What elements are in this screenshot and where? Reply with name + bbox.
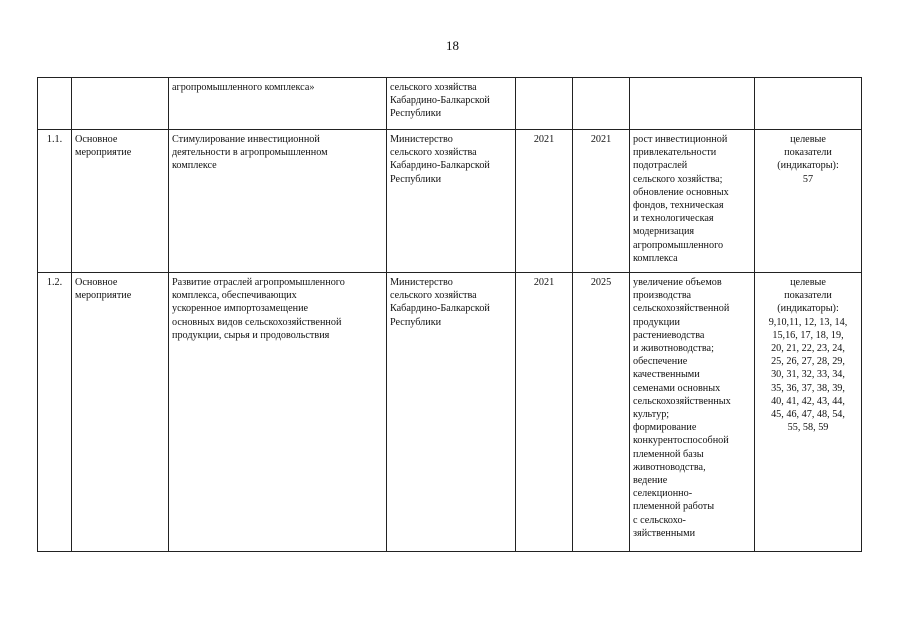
row-number-cell: 1.2.	[38, 273, 72, 552]
expected-result-cell: рост инвестиционной привлекательности подотраслей сельского хозяйства; обновление основных фондов, техническая и технологическая модернизация агропромышленного комплекса	[630, 130, 755, 273]
table-row	[38, 130, 862, 273]
program-table	[37, 77, 862, 552]
event-type-cell	[72, 78, 169, 130]
expected-result-cell: увеличение объемов производства сельскохозяйственной продукции растениеводства и животноводства; обеспечение качественными семенами основных сельскохозяйственных культур; формирование конкурентоспособной племенной базы животноводства, ведение селекционно- племенной работы с сельскохо- зяйственными	[630, 273, 755, 552]
executor-cell: Министерство сельского хозяйства Кабардино-Балкарской Республики	[387, 130, 516, 273]
end-year-cell: 2021	[573, 130, 630, 273]
indicators-cell: целевые показатели (индикаторы): 9,10,11, 12, 13, 14, 15,16, 17, 18, 19, 20, 21, 22, 23, 24, 25, 26, 27, 28, 29, 30, 31, 32, 33, 34, 35, 36, 37, 38, 39, 40, 41, 42, 43, 44, 45, 46, 47, 48, 54, 55, 58, 59	[755, 273, 862, 552]
executor-cell: Министерство сельского хозяйства Кабардино-Балкарской Республики	[387, 273, 516, 552]
page-number: 18	[446, 38, 459, 53]
event-name-cell: Стимулирование инвестиционной деятельности в агропромышленном комплексе	[169, 130, 387, 273]
indicators-cell: целевые показатели (индикаторы): 57	[755, 130, 862, 273]
event-type-cell: Основное мероприятие	[72, 273, 169, 552]
table-row	[38, 78, 862, 130]
event-name-cell: Развитие отраслей агропромышленного комплекса, обеспечивающих ускоренное импортозамещение основных видов сельскохозяйственной продукции, сырья и продовольствия	[169, 273, 387, 552]
event-type-cell: Основное мероприятие	[72, 130, 169, 273]
executor-cell: сельского хозяйства Кабардино-Балкарской Республики	[387, 78, 516, 130]
indicators-cell	[755, 78, 862, 130]
start-year-cell	[516, 78, 573, 130]
expected-result-cell	[630, 78, 755, 130]
start-year-cell: 2021	[516, 130, 573, 273]
row-number-cell: 1.1.	[38, 130, 72, 273]
row-number-cell	[38, 78, 72, 130]
start-year-cell: 2021	[516, 273, 573, 552]
end-year-cell: 2025	[573, 273, 630, 552]
event-name-cell: агропромышленного комплекса»	[169, 78, 387, 130]
end-year-cell	[573, 78, 630, 130]
table-row	[38, 273, 862, 552]
